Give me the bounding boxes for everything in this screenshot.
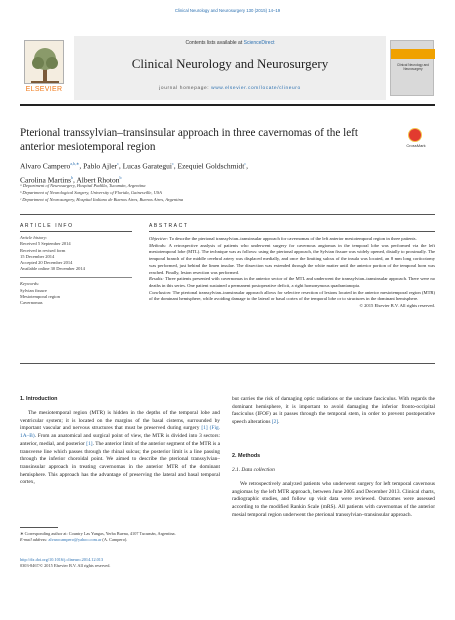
affiliation-c: ᶜ Department of Neurosurgery, Hospital Italiano de Buenos Aires, Buenos Aires, Argentina — [20, 196, 184, 202]
reference-link-2[interactable]: [2] — [271, 419, 279, 426]
journal-title: Clinical Neurology and Neurosurgery — [131, 56, 329, 71]
author-name[interactable]: Lucas Garategui — [122, 161, 172, 171]
affiliation-marker[interactable]: a,b,∗ — [70, 161, 80, 166]
author-name[interactable]: Pablo Ajler — [83, 161, 118, 171]
author-line-2: Carolina Martins$^b$, Albert Rhoton$^b$ — [20, 174, 122, 184]
doi-link[interactable]: http://dx.doi.org/10.1016/j.clineuro.2014.12.013 — [20, 557, 104, 562]
cover-title: Clinical Neurology and Neurosurgery — [397, 63, 429, 71]
history-revised: Received in revised form — [20, 247, 66, 253]
affiliation-b: ᵇ Department of Neurological Surgery, University of Florida, Gainesville, USA — [20, 189, 162, 195]
article-info — [20, 235, 132, 307]
author-name[interactable]: Carolina Martins — [20, 175, 72, 184]
author-line-1: Alvaro Campero$^{a,b,∗}$, Pablo Ajler$^c$, Lucas Garategui$^c$, Ezequiel Goldschmidt$^c$, — [20, 161, 248, 171]
crossmark-button[interactable] — [399, 128, 433, 150]
article-info-heading: ARTICLE INFO — [20, 223, 74, 229]
doi-block — [20, 557, 220, 569]
abstract-bottom-divider — [20, 363, 435, 364]
journal-masthead — [20, 36, 435, 100]
history-online: Available online 30 December 2014 — [20, 266, 85, 272]
author-email-link[interactable]: alvarocampero@yahoo.com.ar — [48, 537, 102, 542]
corresponding-author-footnote: ∗ Corresponding author at: Country Las Yungas, Yerba Buena, 4107 Tucumán, Argentina. E-mail address: alvarocampero@yahoo.com.ar (A. Campero). — [20, 531, 176, 542]
abstract-methods: Methods: A retrospective analysis of patients who underwent surgery for cavernous angiomas in the temporal lobe was performed via the left mesiotemporal lobe (MTL). The technique was as follows: using the pterional approach, the Sylvian fissure was widely opened, distally to proximally. The temporal branch of the middle cerebral artery was displaced medially, and once the limiting sulcus of the insula was located, an 8 mm long corticotomy was performed, just behind the limen insulae. The dissection was extended through the white matter until the anterior portion of the temporal horn was reached. Finally, lesion resection was performed. — [149, 242, 435, 275]
abstract-results: Results: Three patients presented with cavernomas in the anterior sector of the MTL and underwent the transsylvian–transinsular approach. There were no deaths in this series. One patient sustained a permanent postoperative deficit, a right homonymous quadrantanopia. — [149, 276, 435, 288]
article-title: Pterional transsylvian–transinsular approach in three cavernomas of the left anterior mesiotemporal region — [20, 127, 358, 153]
keyword-item: Mesiotemporal region — [20, 293, 60, 299]
affiliation-marker[interactable]: b — [71, 174, 74, 180]
contents-line: Contents lists available at ScienceDirect — [185, 40, 275, 46]
elsevier-logo[interactable] — [20, 40, 68, 96]
introduction-heading: 1. Introduction — [20, 396, 58, 402]
data-collection-subheading: 2.1. Data collection — [232, 467, 275, 473]
author-list — [20, 158, 420, 185]
journal-citation-link[interactable]: Clinical Neurology and Neurosurgery 130 (2015) 14–19 — [174, 8, 281, 13]
affiliation-marker[interactable]: b — [119, 174, 122, 180]
keywords-label: Keywords: — [20, 281, 40, 287]
issn-copyright: 0303-8467/© 2015 Elsevier B.V. All rights reserved. — [20, 563, 111, 568]
keyword-item: Cavernomas — [20, 300, 43, 306]
reference-link-1[interactable]: [1] — [86, 440, 93, 447]
journal-homepage-line: journal homepage: www.elsevier.com/locate/clineuro — [159, 86, 301, 91]
abstract-objective: Objective: To describe the pterional transsylvian–transinsular approach for cavernomas of the left anterior mesiotemporal region in three patients. — [149, 236, 417, 241]
history-received: Received 5 September 2014 — [20, 241, 71, 247]
author-name[interactable]: Ezequiel Goldschmidt — [177, 161, 245, 171]
introduction-continued-text: but carries the risk of damaging optic radiations or the uncinate fasciculus. With regards the dominant hemisphere, it is important to avoid damaging the inferior fronto-occipital fasciculus (IFOF) as it passes through the temporal stem, in order to prevent postoperative speech alterations [2]. — [232, 396, 435, 426]
elsevier-wordmark: ELSEVIER — [25, 86, 63, 93]
affiliation-list — [20, 183, 420, 203]
affiliation-marker[interactable]: c — [244, 161, 247, 166]
methods-heading: 2. Methods — [232, 453, 261, 459]
history-label: Article history: — [20, 235, 48, 240]
introduction-text: The mesiotemporal region (MTR) is hidden in the depths of the temporal lobe and ventricular system; it is located on the margins of the basal cisterns, surrounded by important vascular and nervous structures that must be preserved during surgery [1] (Fig. 1A–B). From an anatomical and surgical point of view, the MTR is divided into 3 sectors: anterior, medial, and posterior [1]. The anterior limit of the anterior segment of the MTR is a transverse line which passes through the rhinal sulcus; the posterior limit is a line passing through the inferior choroidal point. We aimed to describe the pterional transsylvian–transinsular approach in treating cavernomas in the anterior MTR of the dominant hemisphere. This approach has the advantage of preserving the lateral and basal temporal cortex, — [20, 410, 221, 486]
info-top-divider — [20, 214, 435, 215]
masthead-divider — [20, 104, 435, 106]
keyword-item: Sylvian fissure — [20, 287, 47, 293]
journal-banner — [74, 36, 386, 100]
affiliation-marker[interactable]: c — [117, 161, 119, 166]
author-name[interactable]: Alvaro Campero — [20, 161, 71, 171]
journal-homepage-link[interactable]: www.elsevier.com/locate/clineuro — [211, 86, 301, 91]
crossmark-label: CrossMark — [406, 143, 426, 148]
cover-band — [391, 49, 435, 59]
reference-link-1-fig1[interactable]: [1] (Fig. 1A–B) — [20, 425, 221, 440]
affiliation-a: ᵃ Department of Neurosurgery, Hospital Padilla, Tucumán, Argentina — [20, 183, 146, 188]
footnote-divider — [20, 527, 58, 528]
journal-cover-thumbnail[interactable] — [390, 40, 434, 96]
crossmark-icon — [408, 128, 422, 142]
affiliation-marker[interactable]: c — [171, 161, 174, 166]
author-name[interactable]: Albert Rhoton — [76, 175, 120, 184]
keywords-divider — [20, 277, 132, 278]
abstract-body — [149, 236, 435, 310]
info-heading-divider — [20, 231, 132, 232]
history-accepted: Accepted 20 December 2014 — [20, 260, 73, 266]
methods-text: We retrospectively analyzed patients who underwent surgery for left temporal cavernous angiomas by the left MTR approach, between June 2005 and December 2013. Clinical charts, radiographic studies, and follow up visit data were reviewed. Outcomes were assessed according to the modified Rankin Scale (mRS). All patients with cavernomas of the anterior mesial temporal region underwent the pterional transsylvian–transinsular approach. — [232, 481, 435, 518]
elsevier-tree-icon — [24, 40, 64, 84]
abstract-conclusion: Conclusion: The pterional transsylvian–transinsular approach allows for selective resection of lesions located in the anterior mesiotemporal region (MTR) of the dominant hemisphere, while avoiding damage to the lateral or basal cortex of the temporal lobe or to structures in the dominant hemisphere. — [149, 289, 435, 302]
abstract-heading-divider — [149, 231, 435, 232]
abstract-heading: ABSTRACT — [149, 223, 189, 229]
sciencedirect-link[interactable]: ScienceDirect — [243, 40, 275, 46]
abstract-copyright: © 2015 Elsevier B.V. All rights reserved. — [359, 303, 435, 309]
history-revised-date: 15 December 2014 — [20, 253, 55, 259]
